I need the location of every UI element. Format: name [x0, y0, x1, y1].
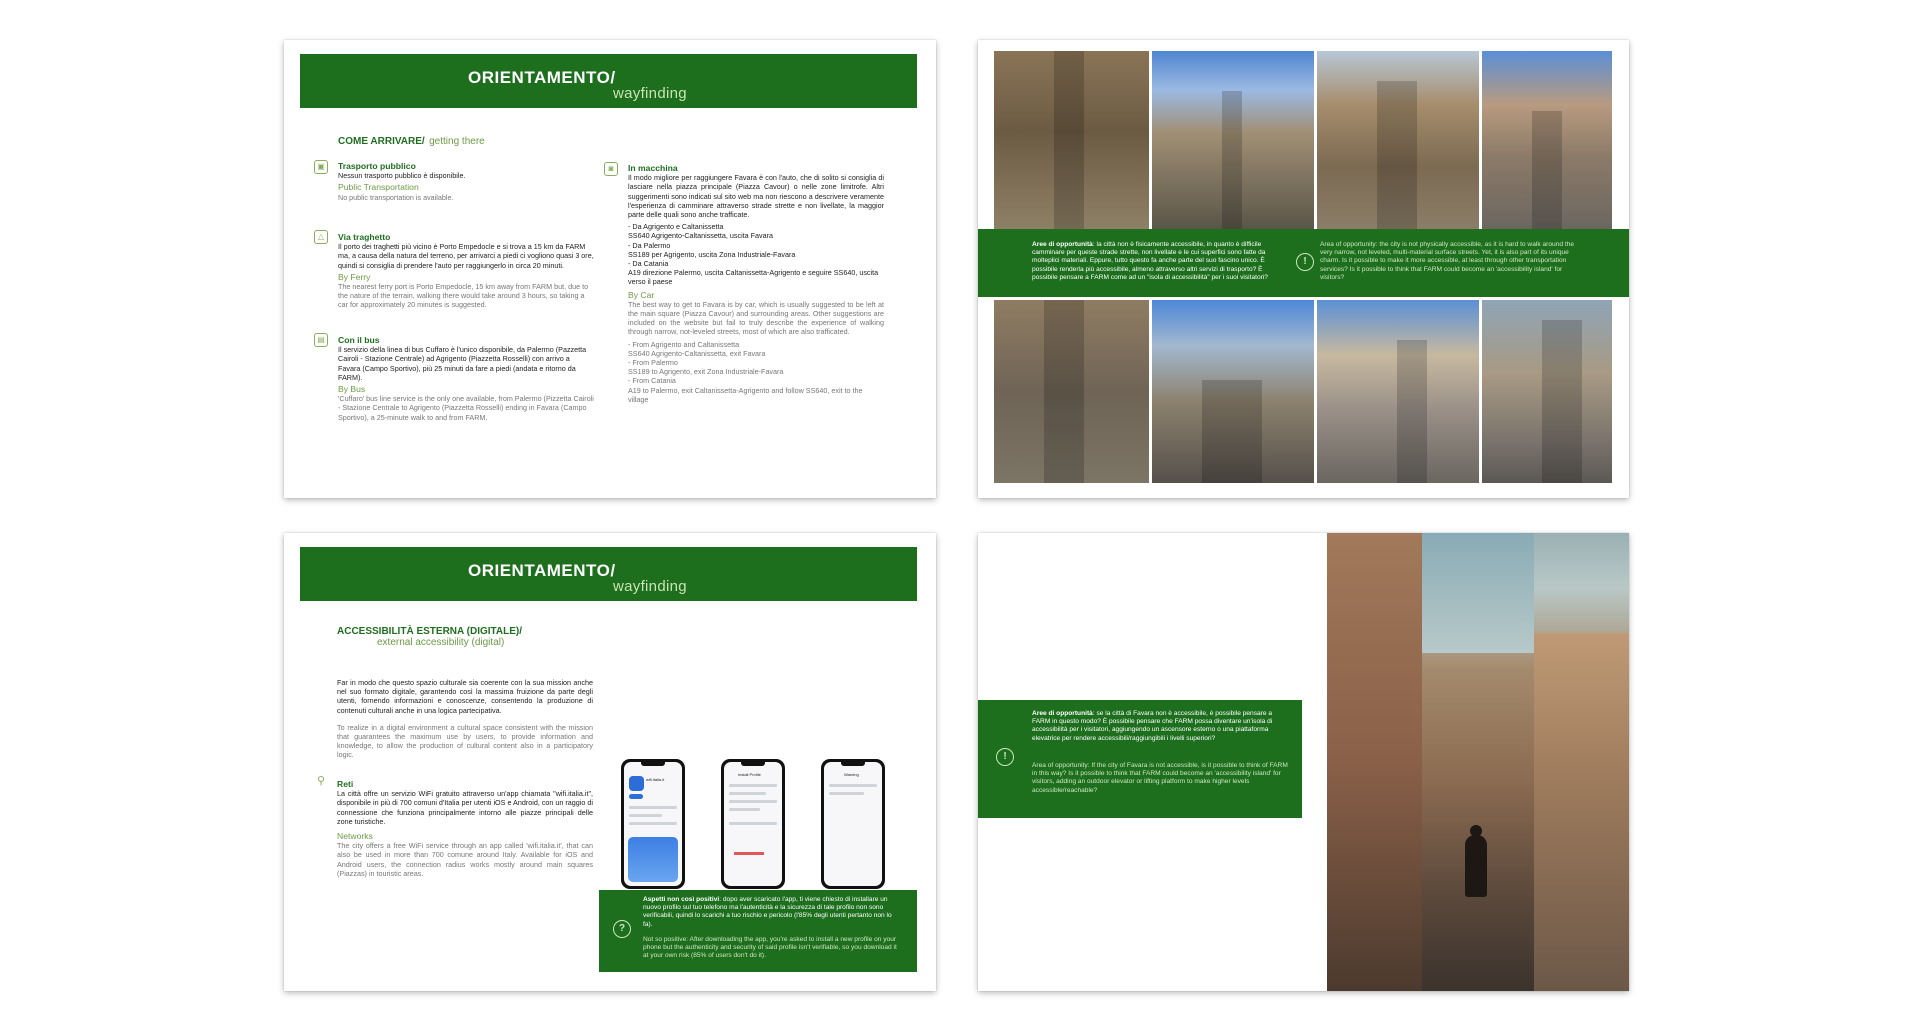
- networks-it-head: Reti: [337, 779, 354, 789]
- info-icon: !: [1296, 253, 1314, 271]
- route-line: - From Agrigento and Caltanissetta: [628, 339, 740, 349]
- ferry-it-head: Via traghetto: [338, 232, 391, 242]
- car-en-text: The best way to get to Favara is by car, which is usually suggested to be left at the main square (Piazza Cavour) and surrounding areas. Other suggestions are included on the website but fail to truly describe the experience of walking through narrow, not-leveled streets, most of which are also trafficated.: [628, 299, 884, 337]
- opportunity-text-en: Area of opportunity: If the city of Favara is not accessible, is it possible to think of FARM in this way? Is it possible to think that FARM could become an 'accessibility island' for visitors, adding an outdoor elevator or lifting platform to make higher levels accessible/reachable?: [1032, 762, 1288, 794]
- ferry-it-text: Il porto dei traghetti più vicino è Porto Empedocle e si trova a 15 km da FARM ma, a causa della natura del terreno, per arrivarci a piedi ci vogliono quasi 3 ore, quindi si consiglia di prendere l'auto per raggiungerlo in circa 20 minuti.: [338, 242, 594, 270]
- bus-en-text: 'Cuffaro' bus line service is the only one available, from Palermo (Pizzetta Cairoli - Stazione Centrale to Agrigento (Piazzetta Rosselli) ending in Favara (Campo Sportivo), a 25-minute walk to and from FARM.: [338, 394, 594, 422]
- negative-body-it: : dopo aver scaricato l'app, ti viene chiesto di installare un nuovo profilo sul tuo telefono ma l'autenticità e la sicurezza di tale profilo non sono verificabili, quindi lo scarichi a tuo rischio e pericolo (l'85% degli utenti pertanto non lo fa).: [643, 896, 892, 928]
- opportunity-text-it: [1032, 710, 1290, 743]
- ferry-en-head: By Ferry: [338, 271, 371, 282]
- phone-mockup-warning: [821, 759, 885, 889]
- public-en-head: Public Transportation: [338, 182, 419, 193]
- street-photo: [994, 51, 1149, 229]
- section-subtitle: external accessibility (digital): [377, 637, 505, 648]
- bus-it-text: Il servizio della linea di bus Cuffaro è l'unico disponibile, da Palermo (Pazzetta Cairoli - Stazione Centrale) ad Agrigento (Piazzetta Rosselli) con arrivo a Favara (Campo Sportivo), più 25 minuti da fare a piedi (andata e ritorno da FARM).: [338, 345, 587, 382]
- document-page-digital-accessibility: [284, 533, 936, 991]
- route-line: A19 to Palermo, exit Caltanissetta-Agrigento and follow SS640, exit to the village: [628, 385, 863, 404]
- opportunity-band: [978, 229, 1629, 297]
- bus-en-head: By Bus: [338, 384, 366, 395]
- route-line: SS640 Agrigento-Caltanissetta, uscita Favara: [628, 231, 774, 241]
- street-photo: [1482, 51, 1612, 229]
- ferry-en-text: The nearest ferry port is Porto Empedocle, 15 km away from FARM but, due to the nature of the terrain, walking there would take around 3 hours, so taking a car for approximately 20 minutes is suggested.: [338, 282, 589, 310]
- warning-title: Warning: [844, 772, 859, 777]
- alley-photo: [1327, 533, 1629, 991]
- negative-text-en: Not so positive: After downloading the app, you're asked to install a new profile on your phone but the authenticity and security of said profile isn't verifiable, so you download it at your own risk (85% of users don't do it).: [643, 936, 897, 960]
- street-photo: [1152, 300, 1314, 483]
- car-it-routes: [628, 222, 884, 286]
- section-title: COME ARRIVARE/: [338, 136, 425, 147]
- public-en-text: No public transportation is available.: [338, 192, 454, 202]
- route-line: - Da Catania: [628, 259, 669, 269]
- section-title: ACCESSIBILITÀ ESTERNA (DIGITALE)/: [337, 626, 522, 637]
- negative-text-it: [643, 896, 901, 929]
- car-it-text: Il modo migliore per raggiungere Favara è con l'auto, che di solito si consiglia di lasciare nella piazza principale (Piazza Cavour) o nelle zone limitrofe. Altri suggerimenti sono indicati sul sito web ma non riescono a descrivere veramente l'esperienza di camminare attraverso strade strette e non livellate, la maggior parte delle quali sono anche trafficate.: [628, 173, 884, 220]
- intro-it: Far in modo che questo spazio culturale sia coerente con la sua mission anche nel suo formato digitale, garantendo così la massima fruizione da parte degli utenti, fornendo informazioni e conoscenze, consentendo la produzione di contenuti culturali anche in una logica partecipativa.: [337, 678, 593, 715]
- header-title: ORIENTAMENTO/: [468, 68, 616, 87]
- street-photo: [1317, 300, 1479, 483]
- public-transport-block: [338, 162, 548, 205]
- networks-en-head: Networks: [337, 831, 373, 842]
- phone-mockup-app: [621, 759, 685, 889]
- opportunity-band: [978, 700, 1302, 818]
- public-it-head: Trasporto pubblico: [338, 161, 416, 171]
- route-line: - From Palermo: [628, 358, 678, 368]
- route-line: SS640 Agrigento-Caltanissetta, exit Favara: [628, 348, 766, 358]
- opportunity-body-it: : se la città di Favara non è accessibile, è possibile pensare a FARM in questo modo? È possibile pensare che FARM possa diventare un'isola di accessibilità per i visitatori, aggiungendo un ascensore esterno o una piattaforma elevatrice per rendere accessibili/raggiungibili i livelli superiori?: [1032, 710, 1273, 742]
- networks-block: [337, 780, 593, 881]
- opportunity-body-it: : la città non è fisicamente accessibile, in quanto è difficile camminare per queste strade strette, non livellate e le cui superfici sono fatte da molteplici materiali. Eppure, tutto questo fa anche parte del suo fascino unico. È possibile renderla più accessibile, almeno attraverso altri servizi di trasporto? È possibile pensare a FARM come ad un "isola di accessibilità" per i suoi visitatori?: [1032, 241, 1268, 281]
- negative-label: Aspetti non così positivi: [643, 896, 720, 903]
- bus-block: [338, 336, 594, 425]
- header-subtitle: wayfinding: [613, 578, 687, 595]
- section-heading: [338, 131, 638, 149]
- route-line: - From Catania: [628, 376, 676, 386]
- opportunity-text-it: [1032, 241, 1288, 282]
- phone-mockup-profile: [721, 759, 785, 889]
- car-it-head: In macchina: [628, 163, 678, 173]
- bus-icon: ▤: [314, 333, 328, 347]
- route-line: - Da Agrigento e Caltanissetta: [628, 222, 724, 232]
- header-bar: [300, 54, 917, 108]
- opportunity-label: Aree di opportunità: [1032, 710, 1093, 717]
- route-line: A19 direzione Palermo, uscita Caltanissetta-Agrigento e seguire SS640, uscita verso il paese: [628, 268, 879, 287]
- networks-en: The city offers a free WiFi service through an app called 'wifi.italia.it', that can also be used in more than 700 comune around Italy. Available for iOS and Android users, the connection radius works mostly around main squares (Piazzas) in touristic areas.: [337, 841, 593, 878]
- tram-icon: ▣: [314, 160, 328, 174]
- street-photo: [1482, 300, 1612, 483]
- document-page-street-photos: [978, 40, 1629, 498]
- car-block: [628, 164, 884, 404]
- wifi-app-icon: [629, 776, 644, 791]
- route-line: SS189 per Agrigento, uscita Zona Industriale-Favara: [628, 249, 796, 259]
- intro-en: To realize in a digital environment a cultural space consistent with the mission that guarantees the maximum use by users, to provide information and knowledge, to allow the production of cultural content also in a participatory logic.: [337, 722, 593, 760]
- street-photo: [1317, 51, 1479, 229]
- section-subtitle: getting there: [429, 136, 485, 147]
- info-icon: !: [996, 748, 1014, 766]
- car-icon: ◙: [604, 162, 618, 176]
- section-heading: [337, 626, 637, 648]
- intro-block: [337, 678, 593, 763]
- bus-it-head: Con il bus: [338, 335, 380, 345]
- route-line: SS189 to Agrigento, exit Zona Industriale-Favara: [628, 367, 784, 377]
- document-page-getting-there: [284, 40, 936, 498]
- negative-aspects-box: [599, 890, 917, 972]
- ferry-block: [338, 233, 594, 313]
- public-it-text: Nessun trasporto pubblico è disponibile.: [338, 171, 466, 181]
- street-photo: [994, 300, 1149, 483]
- route-line: - Da Palermo: [628, 240, 671, 250]
- opportunity-label: Aree di opportunità: [1032, 241, 1093, 248]
- car-en-head: By Car: [628, 289, 655, 300]
- document-page-accessibility-island: [978, 533, 1629, 991]
- app-name: wifi.italia.it: [646, 777, 665, 782]
- header-title: ORIENTAMENTO/: [468, 561, 616, 580]
- install-profile-title: Install Profile: [738, 772, 761, 777]
- street-photo: [1152, 51, 1314, 229]
- ferry-icon: △: [314, 230, 328, 244]
- networks-it: La città offre un servizio WiFi gratuito attraverso un'app chiamata "wifi.italia.it", disponibile in più di 700 comuni d'Italia per utenti iOS e Android, con un raggio di connessione che funziona principalmente intorno alle piazze principali delle zone turistiche.: [337, 789, 593, 826]
- lightbulb-icon: ?: [613, 920, 631, 938]
- antenna-icon: ⚲: [316, 775, 326, 787]
- header-subtitle: wayfinding: [613, 85, 687, 102]
- opportunity-text-en: Area of opportunity: the city is not physically accessible, as it is hard to walk around the very narrow, not leveled, multi-material surface streets. Yet, it is also part of its unique charm. Is it possible to make it more accessible, at least through other transportation services? Is it possible to think that FARM could become an 'accessibility island' for visitors?: [1320, 241, 1574, 281]
- header-bar: [300, 547, 917, 601]
- car-en-routes: [628, 340, 884, 404]
